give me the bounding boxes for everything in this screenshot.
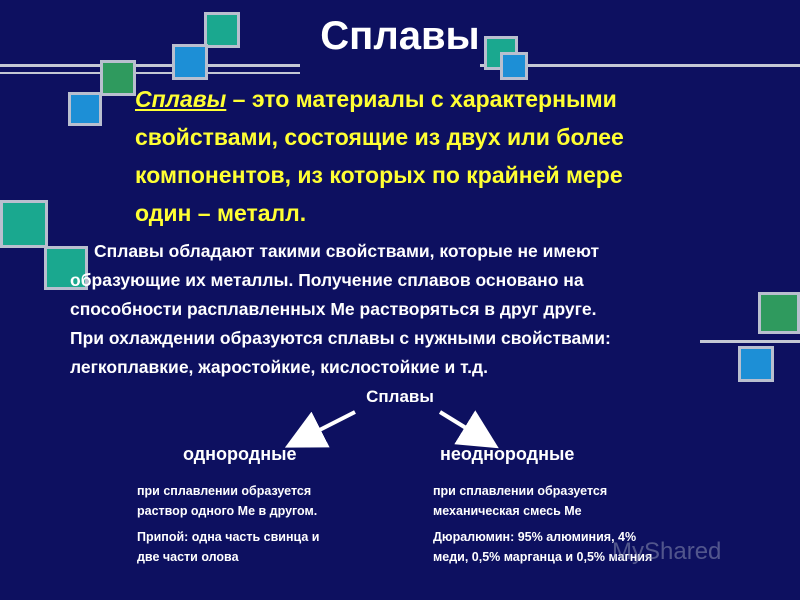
homogeneous-example: [137, 527, 319, 567]
homogeneous-example-line-1: Припой: одна часть свинца и: [137, 530, 320, 544]
heterogeneous-example-line-2: меди, 0,5% марганца и 0,5% магния: [433, 550, 653, 564]
homogeneous-description: [137, 481, 317, 521]
paragraph-line-5: легкоплавкие, жаростойкие, кислостойкие и т.д.: [70, 357, 488, 377]
paragraph-line-3: способности расплавленных Ме растворяться в друг друге.: [70, 299, 597, 319]
slide-title: Сплавы: [320, 14, 480, 58]
branch-homogeneous: однородные: [183, 444, 297, 464]
definition-line-1: – это материалы с характерными: [226, 86, 617, 112]
definition-line-3: компонентов, из которых по крайней мере: [135, 162, 623, 188]
homogeneous-desc-line-2: раствор одного Ме в другом.: [137, 504, 318, 518]
classification-root: Сплавы: [366, 387, 434, 406]
definition-line-4: один – металл.: [135, 200, 307, 226]
heterogeneous-desc-line-2: механическая смесь Ме: [433, 504, 582, 518]
watermark: MyShared: [612, 538, 722, 565]
definition-line-2: свойствами, состоящие из двух или более: [135, 124, 624, 150]
heterogeneous-example-line-1: Дюралюмин: 95% алюминия, 4%: [433, 530, 637, 544]
heterogeneous-desc-line-1: при сплавлении образуется: [433, 484, 608, 498]
arrow-right: [440, 412, 492, 444]
paragraph-line-4: При охлаждении образуются сплавы с нужными свойствами:: [70, 328, 611, 348]
definition-term: Сплавы: [135, 86, 227, 112]
heterogeneous-description: [433, 481, 607, 521]
paragraph-line-2: образующие их металлы. Получение сплавов основано на: [70, 270, 584, 290]
arrow-left: [292, 412, 355, 444]
branch-heterogeneous: неоднородные: [440, 444, 575, 464]
homogeneous-example-line-2: две части олова: [137, 550, 239, 564]
paragraph-line-1: Сплавы обладают такими свойствами, которые не имеют: [94, 241, 600, 261]
homogeneous-desc-line-1: при сплавлении образуется: [137, 484, 312, 498]
